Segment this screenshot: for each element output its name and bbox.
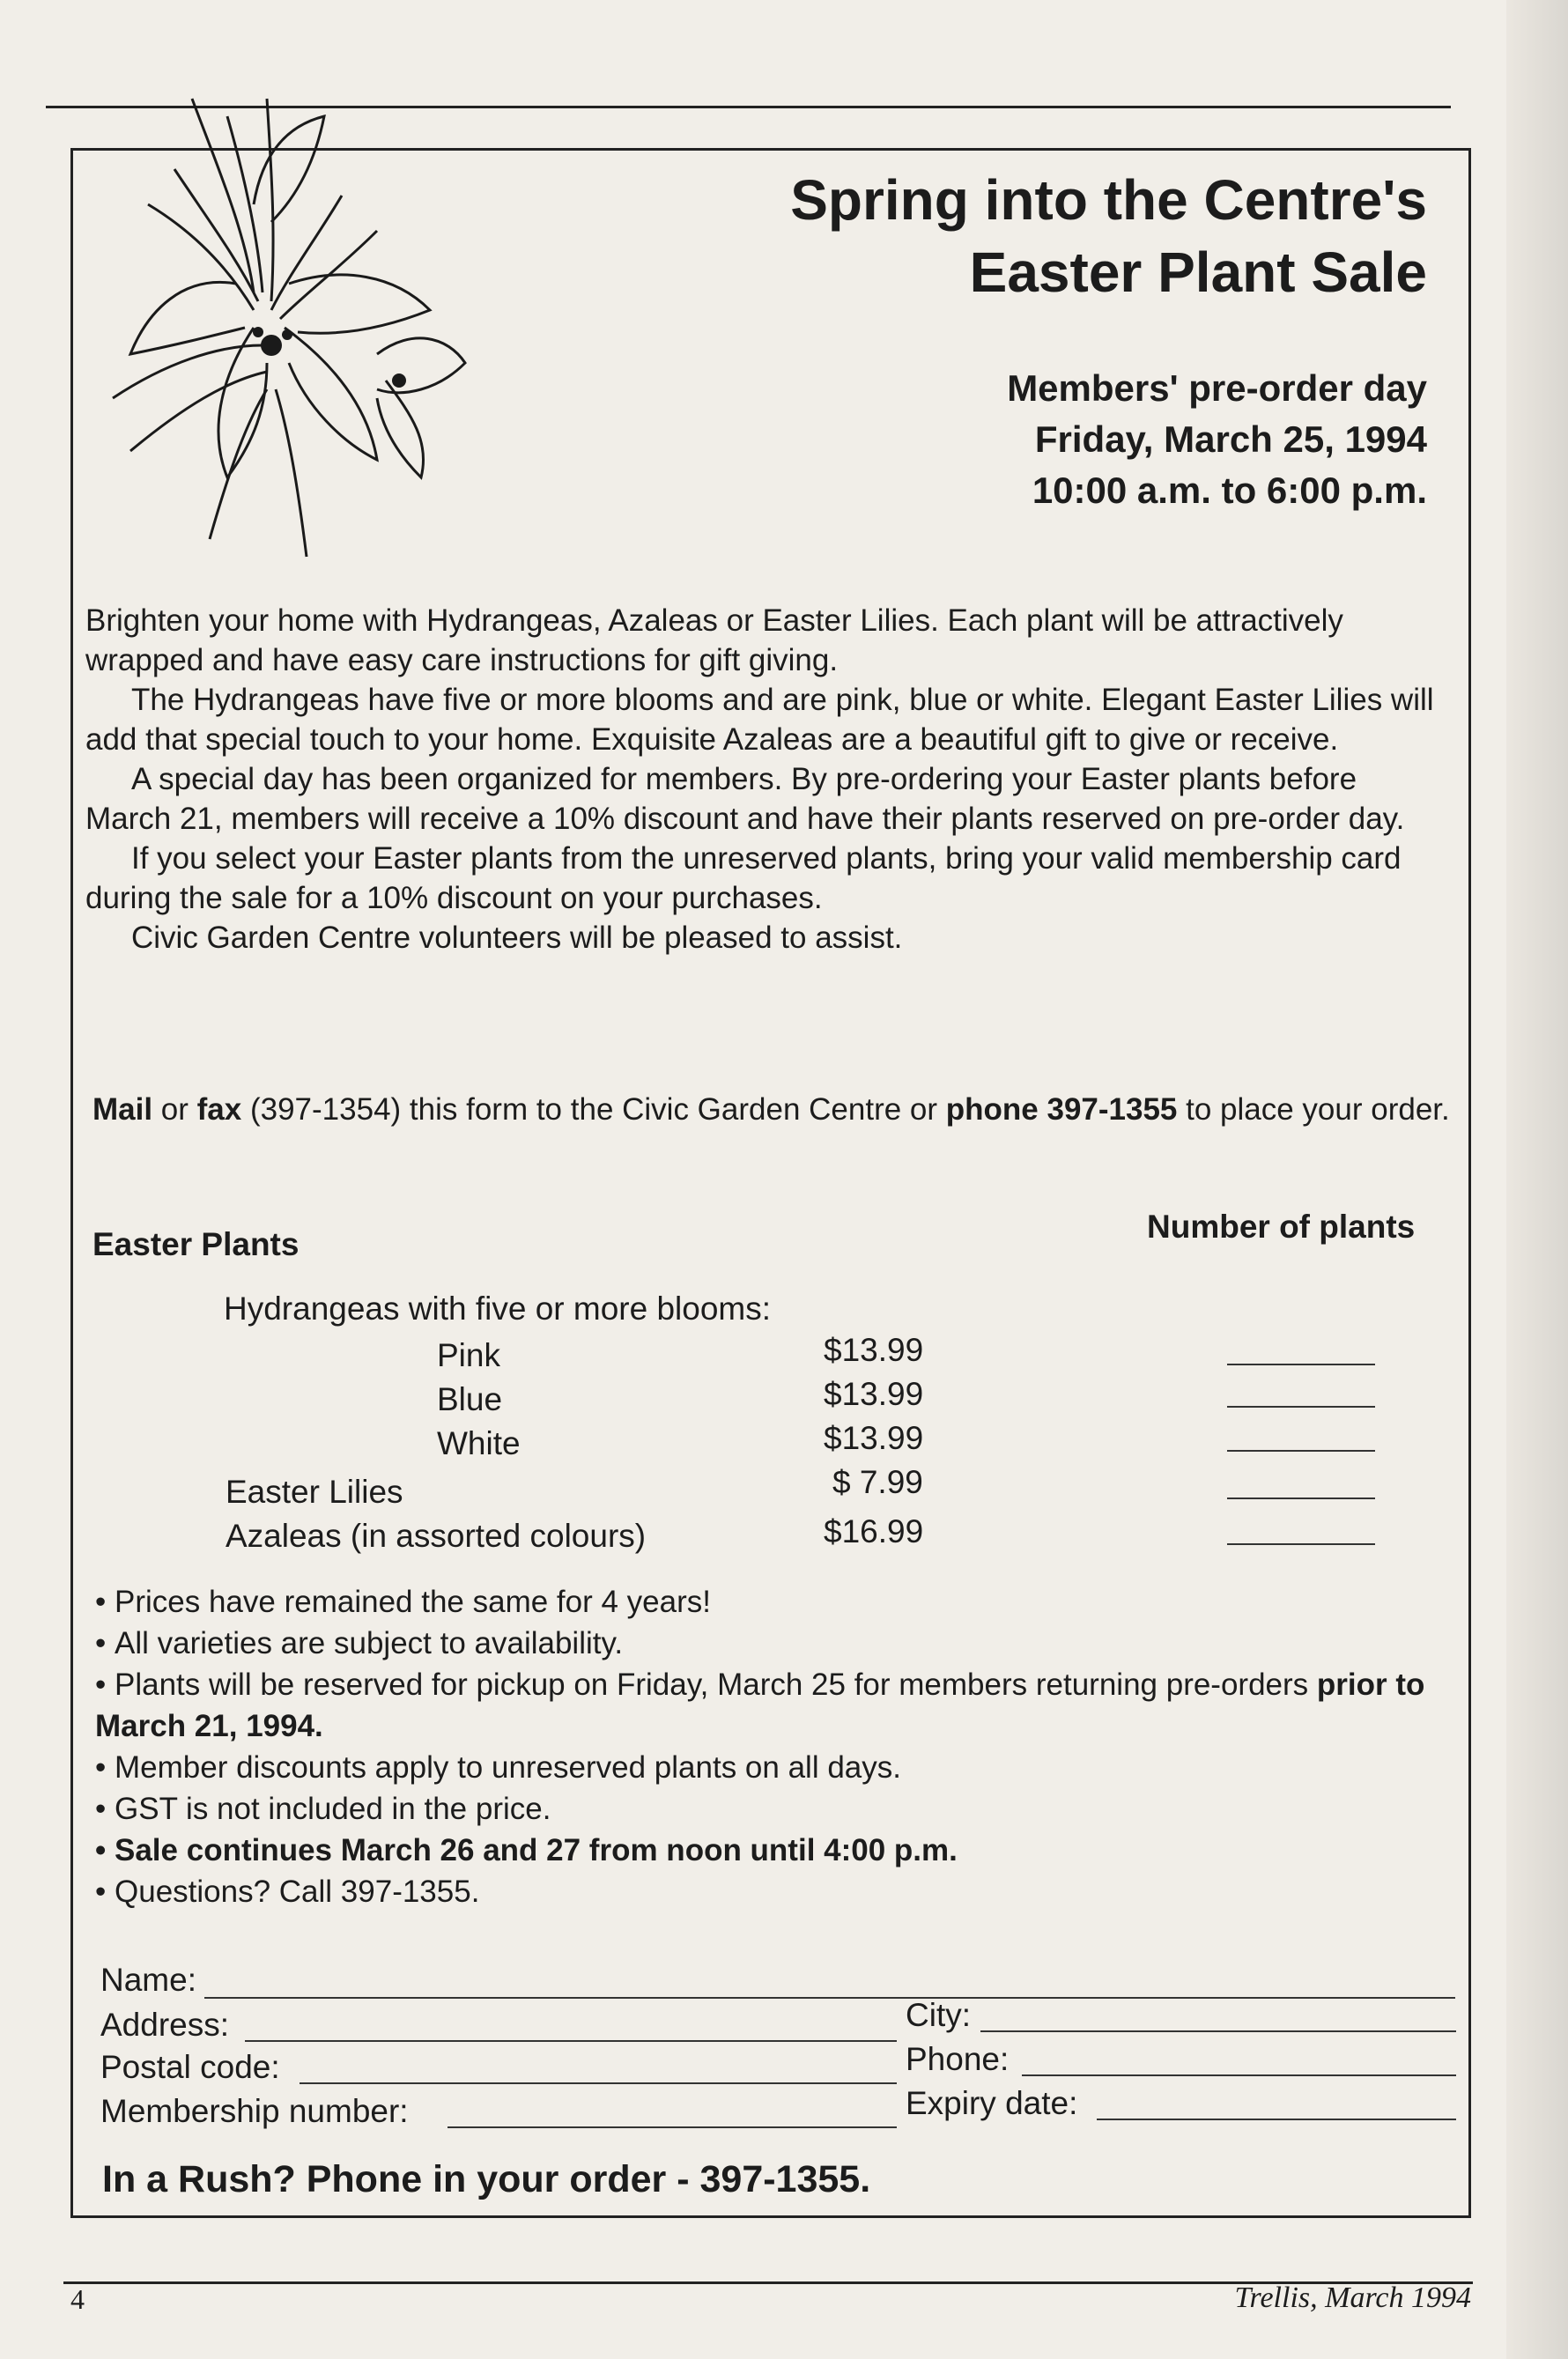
or-text: or (152, 1092, 197, 1127)
note-gst: GST is not included in the price. (115, 1792, 551, 1826)
plant-price-easter-lilies: $ 7.99 (832, 1464, 923, 1500)
name-field[interactable] (204, 1997, 1455, 1999)
quantity-field-pink[interactable] (1227, 1364, 1375, 1365)
intro-paragraph-5: Civic Garden Centre volunteers will be pleased to assist. (131, 921, 903, 955)
phone-field[interactable] (1022, 2074, 1456, 2076)
intro-paragraph-2: The Hydrangeas have five or more blooms and are pink, blue or white. Elegant Easter Lilies will add that special touch to your home. Exquisite Azaleas are a beautiful gift to give or receive. (85, 683, 1434, 757)
mail-label: Mail (92, 1092, 153, 1127)
fax-label: fax (196, 1092, 242, 1127)
title-line-2: Easter Plant Sale (969, 240, 1427, 304)
preorder-date: Friday, March 25, 1994 (1034, 418, 1427, 460)
rush-phone-line: In a Rush? Phone in your order - 397-1355. (102, 2158, 871, 2200)
order-instructions-end: to place your order. (1177, 1092, 1450, 1127)
title-line-1: Spring into the Centre's (790, 168, 1427, 232)
plant-item-white: White (437, 1425, 521, 1461)
postal-code-field[interactable] (300, 2082, 897, 2084)
note-sale-continues: Sale continues March 26 and 27 from noon until 4:00 p.m. (115, 1833, 958, 1867)
publication-title: Trellis, March 1994 (1234, 2281, 1471, 2314)
plant-price-blue: $13.99 (824, 1376, 924, 1412)
number-of-plants-heading: Number of plants (1147, 1209, 1416, 1245)
note-pickup-deadline: prior to March 21, 1994. (95, 1668, 1425, 1743)
bullet-icon: • (95, 1626, 107, 1660)
postal-code-label: Postal code: (100, 2049, 280, 2085)
expiry-date-label: Expiry date: (906, 2085, 1078, 2121)
address-label: Address: (100, 2007, 230, 2043)
plant-item-pink: Pink (437, 1337, 500, 1373)
bullet-icon: • (95, 1792, 107, 1826)
quantity-field-azaleas[interactable] (1227, 1543, 1375, 1545)
page-edge (1506, 0, 1568, 2359)
fax-text: (397-1354) this form to the Civic Garden Centre or (241, 1092, 946, 1127)
sale-notes (95, 1581, 1469, 1912)
plant-price-azaleas: $16.99 (824, 1513, 924, 1549)
quantity-field-easter-lilies[interactable] (1227, 1497, 1375, 1499)
expiry-date-field[interactable] (1097, 2119, 1456, 2120)
phone-label: Phone: (906, 2041, 1010, 2077)
intro-paragraph-1: Brighten your home with Hydrangeas, Azaleas or Easter Lilies. Each plant will be attractively wrapped and have easy care instructions for gift giving. (85, 603, 1343, 677)
easter-plants-heading: Easter Plants (92, 1226, 300, 1262)
page-number: 4 (70, 2283, 85, 2315)
preorder-hours: 10:00 a.m. to 6:00 p.m. (1032, 470, 1427, 511)
note-item (95, 1747, 1469, 1788)
plant-price-pink: $13.99 (824, 1332, 924, 1368)
membership-number-field[interactable] (447, 2126, 897, 2128)
bullet-icon: • (95, 1833, 107, 1867)
quantity-field-blue[interactable] (1227, 1406, 1375, 1408)
bullet-icon: • (95, 1875, 107, 1909)
note-availability: All varieties are subject to availability. (115, 1626, 624, 1660)
preorder-heading: Members' pre-order day (1007, 367, 1427, 409)
plant-item-azaleas: Azaleas (in assorted colours) (226, 1518, 647, 1554)
note-questions: Questions? Call 397-1355. (115, 1875, 480, 1909)
city-label: City: (906, 1997, 971, 2033)
note-item (95, 1788, 1469, 1830)
hydrangeas-heading: Hydrangeas with five or more blooms: (224, 1290, 772, 1327)
note-pickup: Plants will be reserved for pickup on Friday, March 25 for members returning pre-orders (115, 1668, 1317, 1702)
address-field[interactable] (245, 2040, 897, 2042)
bullet-icon: • (95, 1668, 107, 1702)
note-item (95, 1830, 1469, 1871)
plant-item-blue: Blue (437, 1381, 503, 1417)
note-item (95, 1623, 1469, 1664)
note-item (95, 1664, 1469, 1747)
quantity-field-white[interactable] (1227, 1450, 1375, 1452)
easter-lily-illustration (78, 63, 474, 592)
name-label: Name: (100, 1962, 196, 1998)
intro-paragraph-4: If you select your Easter plants from the unreserved plants, bring your valid membership card during the sale for a 10% discount on your purchases. (85, 841, 1402, 915)
sale-title (790, 164, 1427, 308)
city-field[interactable] (980, 2030, 1456, 2032)
intro-text (85, 601, 1438, 958)
phone-label: phone 397-1355 (945, 1092, 1178, 1127)
note-item (95, 1871, 1469, 1912)
note-discounts: Member discounts apply to unreserved plants on all days. (115, 1750, 901, 1785)
plant-price-white: $13.99 (824, 1420, 924, 1456)
note-item (95, 1581, 1469, 1623)
membership-number-label: Membership number: (100, 2093, 409, 2129)
bullet-icon: • (95, 1585, 107, 1619)
intro-paragraph-3: A special day has been organized for members. By pre-ordering your Easter plants before March 21, members will receive a 10% discount and have their plants reserved on pre-order day. (85, 762, 1405, 836)
order-instructions (92, 1088, 1458, 1132)
bullet-icon: • (95, 1750, 107, 1785)
plant-item-easter-lilies: Easter Lilies (226, 1474, 403, 1510)
note-prices: Prices have remained the same for 4 years! (115, 1585, 711, 1619)
preorder-info (1007, 363, 1427, 516)
